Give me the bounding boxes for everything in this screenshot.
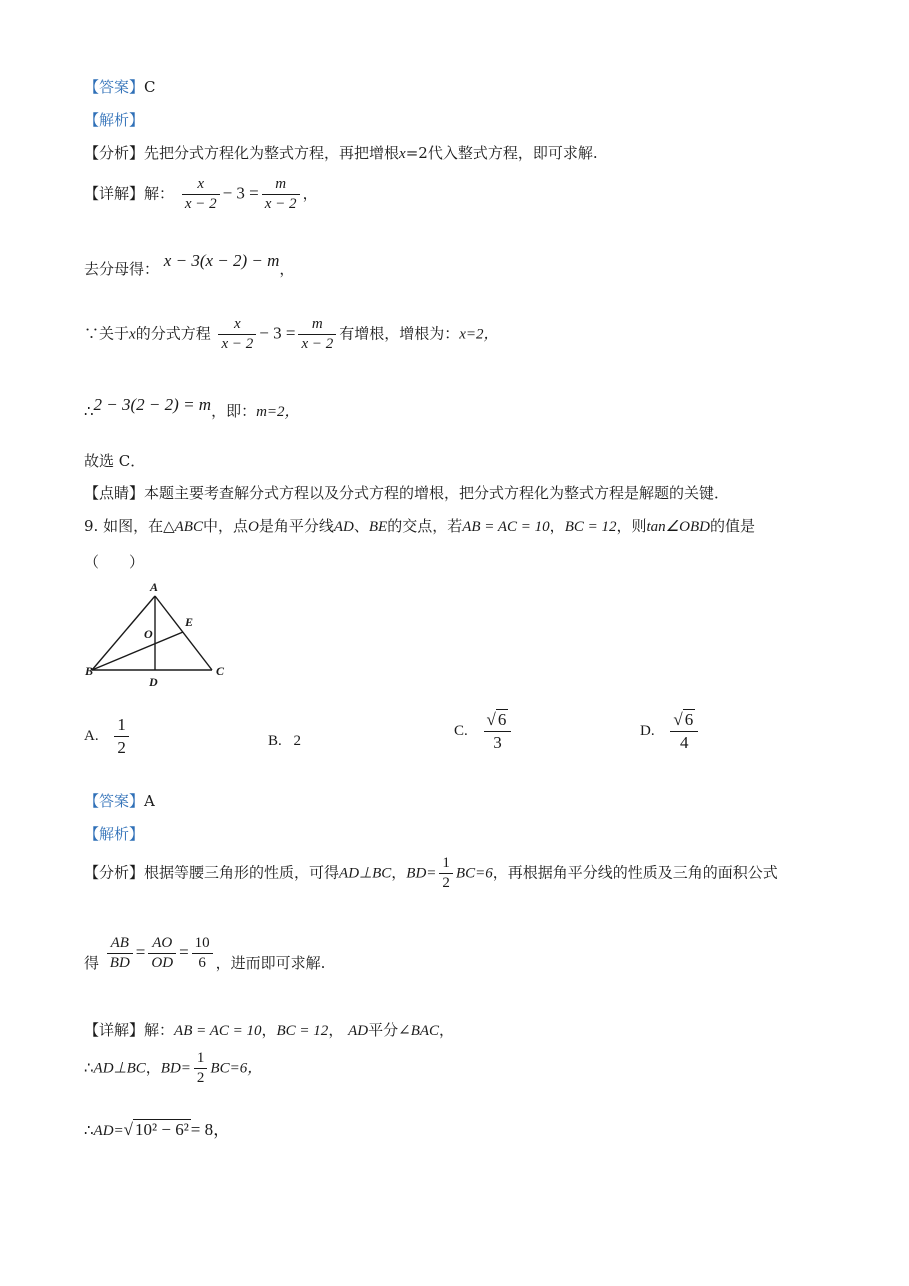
option-c-fraction: [484, 710, 512, 753]
xiangjie-text: 解：: [144, 1021, 175, 1039]
equation-rhs-fraction: [262, 176, 300, 213]
option-d-fraction: [670, 710, 698, 753]
because-suffix: 有增根，增根为：: [339, 324, 460, 343]
sep: ，: [261, 1021, 277, 1039]
q9-answer-line: [84, 790, 155, 811]
answer-value: C: [144, 78, 156, 96]
stem-text: 是角平分线: [258, 517, 334, 535]
therefore-suffix: ，即：: [211, 402, 257, 420]
de-label: 得: [84, 953, 100, 972]
option-a: [84, 715, 132, 758]
q9-ratio-line: 得 $\frac{AB}{BD}$ = $\frac{AO}{OD}$ = $\frac{10}{6}$ ，进而即可求解.: [84, 935, 326, 972]
equation-rhs-fraction: [298, 316, 336, 353]
half-fraction: [439, 855, 453, 892]
fraction-numerator: 1: [114, 715, 129, 737]
xiangjie-tag: 【详解】: [84, 184, 145, 203]
therefore-symbol: ∴: [84, 1121, 94, 1139]
option-b-value: 2: [293, 733, 302, 749]
label-b: B: [85, 664, 94, 678]
fenxi-text: 根据等腰三角形的性质，可得: [144, 863, 340, 882]
de-suffix: ，进而即可求解.: [215, 953, 326, 972]
answer-value: A: [144, 792, 155, 810]
fraction-denominator: x − 2: [301, 336, 334, 352]
xiangjie-ad: AD: [348, 1023, 369, 1039]
equation-middle: − 3 =: [222, 183, 259, 203]
xiangjie-tag: 【详解】: [84, 1021, 145, 1039]
radicand: 6: [684, 710, 694, 729]
stem-ad: AD: [333, 519, 354, 535]
q8-qufenmu-line: [84, 251, 295, 279]
stem-be: BE: [368, 519, 388, 535]
therefore-prefix: ∴: [84, 402, 94, 420]
label-o: O: [144, 627, 153, 641]
q9-fenxi-line: [84, 855, 778, 892]
because-prefix: ∵关于: [84, 324, 130, 343]
q9-stem-line: [84, 515, 755, 536]
fraction-numerator: 1: [439, 855, 453, 874]
stem-text: 、: [353, 517, 369, 535]
fraction-denominator: x − 2: [221, 336, 254, 352]
fraction-denominator: 2: [196, 1070, 205, 1086]
stem-condition: BC = 12: [564, 519, 617, 535]
equation-middle: − 3 =: [259, 323, 296, 343]
stem-text: 的值是: [709, 517, 755, 535]
q9-analysis-line: [84, 823, 144, 844]
option-d-label: D.: [640, 722, 655, 739]
option-b: [268, 733, 301, 750]
therefore-value: m=2，: [256, 404, 300, 420]
stem-condition: AB = AC = 10: [462, 519, 550, 535]
fenxi-text: ，再根据角平分线的性质及三角的面积公式: [492, 863, 778, 882]
stem-abc: ABC: [174, 519, 203, 535]
therefore-symbol: ∴: [84, 1058, 94, 1077]
therefore-expression: 2 − 3(2 − 2) = m: [93, 395, 212, 414]
ratio-ao-od: [148, 935, 176, 972]
fraction-denominator: BD: [109, 955, 130, 971]
step2-ad: AD=: [93, 1123, 124, 1139]
stem-text: ，: [549, 517, 565, 535]
label-a: A: [150, 580, 159, 594]
sep: ，: [439, 1021, 455, 1039]
fraction-numerator: 1: [194, 1050, 208, 1069]
equation-comma: ，: [302, 184, 318, 203]
ratio-ab-bd: [107, 935, 133, 972]
fraction-denominator: 2: [442, 875, 450, 891]
qufenmu-expression: x − 3(x − 2) − m: [163, 251, 280, 270]
step1-bd: BD=: [160, 1060, 191, 1077]
option-b-label: B.: [268, 733, 282, 749]
sep: ，: [328, 1021, 344, 1039]
because-var: x: [129, 326, 136, 343]
fenxi-text: 先把分式方程化为整式方程，再把增根: [144, 144, 400, 162]
sqrt-expression: √ 10² − 6²: [123, 1120, 189, 1139]
option-a-label: A.: [84, 727, 99, 744]
dianjing-text: 本题主要考查解分式方程以及分式方程的增根，把分式方程化为整式方程是解题的关键．: [144, 484, 730, 502]
fenxi-text: ，: [391, 863, 407, 882]
analysis-tag: 【解析】: [84, 825, 145, 843]
xiangjie-cond: AB = AC = 10: [174, 1023, 262, 1039]
fraction-denominator: 6: [198, 955, 206, 971]
equation-lhs-fraction: [218, 316, 256, 353]
q8-answer-line: [84, 76, 156, 97]
answer-paren: （ ）: [84, 553, 145, 571]
fenxi-bd: BD=: [406, 865, 437, 882]
label-e: E: [185, 615, 194, 629]
fraction-denominator: OD: [151, 955, 174, 971]
fraction-denominator: 2: [117, 738, 126, 757]
q9-paren-line: [84, 551, 144, 572]
option-c-label: C.: [454, 722, 468, 739]
xiangjie-bac: BAC: [410, 1023, 440, 1039]
xiangjie-bc: BC = 12: [276, 1023, 329, 1039]
fraction-numerator: m: [262, 176, 300, 195]
stem-text: ，则: [616, 517, 647, 535]
option-a-fraction: [114, 715, 129, 758]
fraction-numerator: 10: [192, 935, 213, 954]
xiangjie-prefix: 解：: [144, 184, 175, 203]
fraction-numerator: m: [298, 316, 336, 335]
fraction-numerator: x: [182, 176, 220, 195]
q8-xiangjie-line: [84, 176, 318, 213]
stem-tan: tan∠OBD: [646, 519, 710, 535]
step2-value: = 8，: [190, 1120, 231, 1139]
option-d: [640, 710, 701, 753]
sep: ，: [145, 1058, 161, 1077]
label-c: C: [216, 664, 225, 678]
radicand: 10² − 6²: [135, 1120, 189, 1139]
because-root: x=2，: [459, 326, 499, 343]
step1-bc: BC=6，: [210, 1060, 263, 1077]
q8-therefore-line: [84, 395, 300, 421]
triangle-figure: [82, 576, 242, 691]
comma: ，: [279, 260, 295, 278]
fenxi-text-2: =2代入整式方程，即可求解.: [405, 144, 598, 162]
fenxi-var: x: [399, 146, 406, 162]
fraction-denominator: 3: [493, 733, 502, 752]
answer-tag: 【答案】: [84, 78, 145, 96]
choose-text: 故选 C．: [84, 452, 146, 470]
fraction-numerator: x: [218, 316, 256, 335]
fenxi-bc: BC=6: [455, 865, 493, 882]
dianjing-tag: 【点睛】: [84, 484, 145, 502]
step1-perp: AD⊥BC: [93, 1060, 146, 1077]
fraction-denominator: 4: [680, 733, 689, 752]
fraction-denominator: x − 2: [264, 196, 297, 212]
half-fraction: [194, 1050, 208, 1087]
stem-o: O: [247, 519, 259, 535]
stem-text: 9. 如图，在△: [84, 517, 175, 535]
side-ac: [155, 596, 212, 670]
q9-step2-line: [84, 1115, 230, 1140]
fraction-numerator: √ 6: [484, 710, 512, 732]
fraction-denominator: x − 2: [184, 196, 217, 212]
q8-analysis-line: [84, 109, 144, 130]
xiangjie-bisect: 平分∠: [368, 1021, 411, 1039]
ratio-10-6: [192, 935, 213, 972]
fenxi-tag: 【分析】: [84, 144, 145, 162]
fenxi-tag: 【分析】: [84, 863, 145, 882]
because-mid: 的分式方程: [135, 324, 211, 343]
answer-tag: 【答案】: [84, 792, 145, 810]
q9-xiangjie-line: [84, 1019, 454, 1040]
fraction-numerator: AB: [107, 935, 133, 954]
q8-dianjing-line: [84, 482, 729, 503]
stem-text: 的交点，若: [387, 517, 463, 535]
q8-because-line: [84, 316, 499, 353]
label-d: D: [149, 675, 158, 689]
stem-text: 中，点: [202, 517, 248, 535]
fraction-numerator: AO: [148, 935, 176, 954]
equation-lhs-fraction: [182, 176, 220, 213]
q8-choose-line: [84, 450, 145, 471]
segment-be: [92, 632, 183, 670]
option-c: [454, 710, 514, 753]
qufenmu-label: 去分母得：: [84, 260, 160, 278]
q9-step1-line: [84, 1050, 262, 1087]
fenxi-perp: AD⊥BC: [339, 865, 392, 882]
radicand: 6: [497, 710, 507, 729]
fraction-numerator: √ 6: [670, 710, 698, 732]
q8-fenxi-line: [84, 142, 598, 163]
analysis-tag: 【解析】: [84, 111, 145, 129]
